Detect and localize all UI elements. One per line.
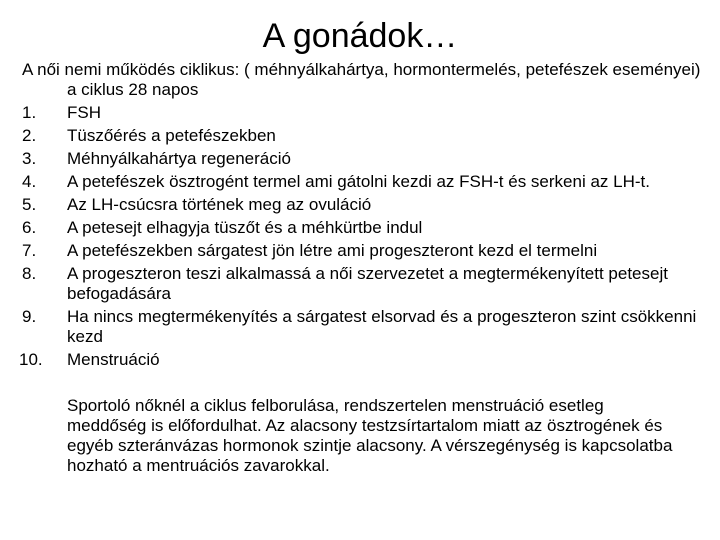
list-number: 2.	[22, 126, 37, 145]
list-item	[22, 307, 714, 347]
list-number: 10.	[19, 350, 43, 369]
list-item	[22, 103, 714, 123]
list-item	[22, 172, 714, 192]
list-number: 9.	[22, 307, 37, 326]
list-text: Méhnyálkahártya regeneráció	[67, 149, 291, 168]
list-text: Ha nincs megtermékenyítés a sárgatest elsorvad és a progeszteron szint csökkenni kezd	[67, 307, 697, 346]
list-text: Az LH-csúcsra történek meg az ovuláció	[67, 195, 372, 214]
list-number: 8.	[22, 264, 37, 283]
list-number: 7.	[22, 241, 37, 260]
list-text: FSH	[67, 103, 101, 122]
athlete-note: Sportoló nőknél a ciklus felborulása, rendszertelen menstruáció esetleg meddőség is előfordulhat. Az alacsony testzsírtartalom miatt az ösztrogének és egyéb szteránvázas hormonok szintje alacsony. A vérszegénység is kapcsolatba hozható a mentruációs zavarokkal.	[67, 396, 673, 475]
list-item	[22, 241, 714, 261]
list-item	[22, 218, 714, 238]
list-text: A petefészekben sárgatest jön létre ami progeszteront kezd el termelni	[67, 241, 598, 260]
list-number: 4.	[22, 172, 37, 191]
list-item	[22, 126, 714, 146]
list-text: A progeszteron teszi alkalmassá a női szervezetet a megtermékenyített petesejt befogadására	[67, 264, 668, 303]
list-text: Tüszőérés a petefészekben	[67, 126, 276, 145]
slide-content	[19, 60, 714, 476]
list-item	[22, 195, 714, 215]
page-title: A gonádok…	[262, 17, 458, 55]
list-text: A petefészek ösztrogént termel ami gátolni kezdi az FSH-t és serkeni az LH-t.	[67, 172, 650, 191]
list-item	[22, 264, 714, 304]
list-number: 6.	[22, 218, 37, 237]
cycle-steps-list	[19, 103, 714, 370]
list-number: 3.	[22, 149, 37, 168]
intro-text: A női nemi működés ciklikus: ( méhnyálkahártya, hormontermelés, petefészek eseményei) a ciklus 28 napos	[22, 60, 701, 99]
list-item	[22, 149, 714, 169]
list-text: A petesejt elhagyja tüszőt és a méhkürtbe indul	[67, 218, 423, 237]
list-text: Menstruáció	[67, 350, 160, 369]
list-number: 1.	[22, 103, 37, 122]
list-number: 5.	[22, 195, 37, 214]
list-item	[19, 350, 714, 370]
